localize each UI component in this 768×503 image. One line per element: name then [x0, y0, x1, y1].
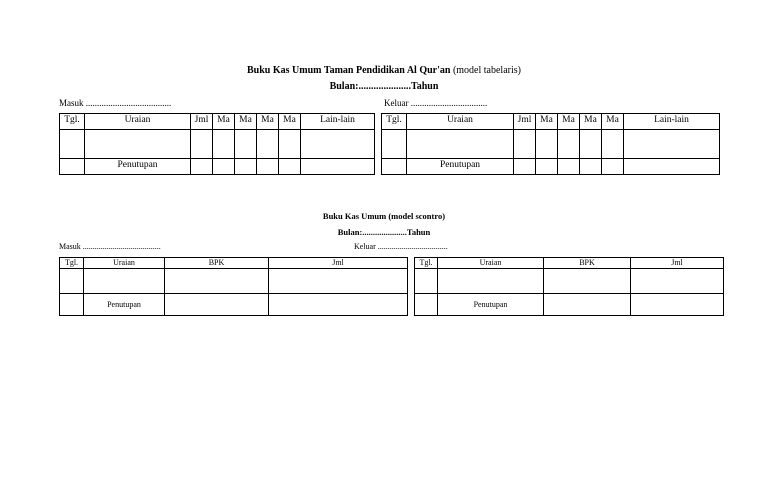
table-cell	[514, 159, 536, 175]
column-header: BPK	[544, 258, 631, 269]
table-cell	[191, 130, 213, 159]
table-header-row	[382, 114, 720, 130]
table-cell	[624, 159, 720, 175]
table-cell	[544, 294, 631, 316]
closing-label: Penutupan	[438, 294, 544, 316]
column-header: Ma	[602, 114, 624, 130]
table-row	[60, 130, 375, 159]
column-header: Ma	[536, 114, 558, 130]
table-cell	[382, 130, 407, 159]
section2-keluar-label: Keluar ...................................	[354, 242, 448, 251]
column-header: BPK	[165, 258, 269, 269]
column-header: Ma	[558, 114, 580, 130]
table-cell	[60, 130, 85, 159]
table-cell	[301, 159, 375, 175]
table-cell	[60, 294, 84, 316]
table-cell	[631, 294, 724, 316]
table-cell	[165, 269, 269, 294]
table-cell	[631, 269, 724, 294]
closing-label: Penutupan	[85, 159, 191, 175]
table-cell	[536, 130, 558, 159]
section2-title: Buku Kas Umum (model scontro)	[322, 211, 446, 221]
table-row	[382, 130, 720, 159]
column-header: Jml	[631, 258, 724, 269]
table-cell	[580, 130, 602, 159]
closing-label: Penutupan	[407, 159, 514, 175]
table-cell	[544, 269, 631, 294]
table-header-row	[60, 258, 408, 269]
column-header: Ma	[580, 114, 602, 130]
table-row-closing	[60, 159, 375, 175]
section1-title-prefix: Buku Kas Umum	[247, 65, 322, 76]
column-header: Lain-lain	[624, 114, 720, 130]
table-cell	[257, 159, 279, 175]
table-cell	[213, 130, 235, 159]
section1-masuk-label: Masuk ......................................	[59, 98, 172, 108]
table-row-closing	[60, 294, 408, 316]
table-cell	[624, 130, 720, 159]
column-header: Jml	[269, 258, 408, 269]
column-header: Jml	[514, 114, 536, 130]
table-cell	[165, 294, 269, 316]
table-cell	[235, 159, 257, 175]
table-cell	[301, 130, 375, 159]
table-cell	[602, 159, 624, 175]
table-cell	[415, 269, 438, 294]
column-header: Tgl.	[382, 114, 407, 130]
table-cell	[279, 130, 301, 159]
table-row	[415, 269, 724, 294]
section1-masuk-table	[59, 113, 375, 175]
section1-title-school: Taman Pendidikan Al Qur'an	[323, 65, 451, 76]
table-cell	[85, 130, 191, 159]
section1-keluar-table	[381, 113, 720, 175]
column-header: Tgl.	[60, 114, 85, 130]
table-cell	[382, 159, 407, 175]
table-cell	[558, 130, 580, 159]
table-cell	[269, 294, 408, 316]
table-cell	[514, 130, 536, 159]
table-row-closing	[382, 159, 720, 175]
section2-masuk-table	[59, 257, 408, 316]
table-header-row	[60, 114, 375, 130]
column-header: Ma	[257, 114, 279, 130]
table-cell	[279, 159, 301, 175]
closing-label: Penutupan	[84, 294, 165, 316]
column-header: Uraian	[85, 114, 191, 130]
section1-title	[0, 65, 768, 76]
table-cell	[257, 130, 279, 159]
table-cell	[580, 159, 602, 175]
section2-masuk-label: Masuk .......................................	[59, 242, 161, 251]
section1-title-suffix: (model tabelaris)	[452, 65, 521, 76]
column-header: Ma	[213, 114, 235, 130]
table-row-closing	[415, 294, 724, 316]
section1-keluar-label: Keluar ..................................	[384, 98, 488, 108]
table-cell	[269, 269, 408, 294]
table-cell	[235, 130, 257, 159]
table-cell	[191, 159, 213, 175]
table-cell	[536, 159, 558, 175]
table-cell	[213, 159, 235, 175]
column-header: Ma	[279, 114, 301, 130]
column-header: Uraian	[438, 258, 544, 269]
column-header: Uraian	[84, 258, 165, 269]
table-cell	[438, 269, 544, 294]
column-header: Tgl.	[60, 258, 84, 269]
table-cell	[415, 294, 438, 316]
table-header-row	[415, 258, 724, 269]
section2-keluar-table	[414, 257, 724, 316]
table-cell	[407, 130, 514, 159]
section1-subtitle: Bulan:.....................Tahun	[329, 81, 439, 92]
table-cell	[60, 159, 85, 175]
table-cell	[558, 159, 580, 175]
column-header: Tgl.	[415, 258, 438, 269]
section2-subtitle: Bulan:.....................Tahun	[337, 227, 431, 237]
column-header: Jml	[191, 114, 213, 130]
table-row	[60, 269, 408, 294]
table-cell	[602, 130, 624, 159]
table-cell	[84, 269, 165, 294]
column-header: Ma	[235, 114, 257, 130]
column-header: Uraian	[407, 114, 514, 130]
table-cell	[60, 269, 84, 294]
column-header: Lain-lain	[301, 114, 375, 130]
